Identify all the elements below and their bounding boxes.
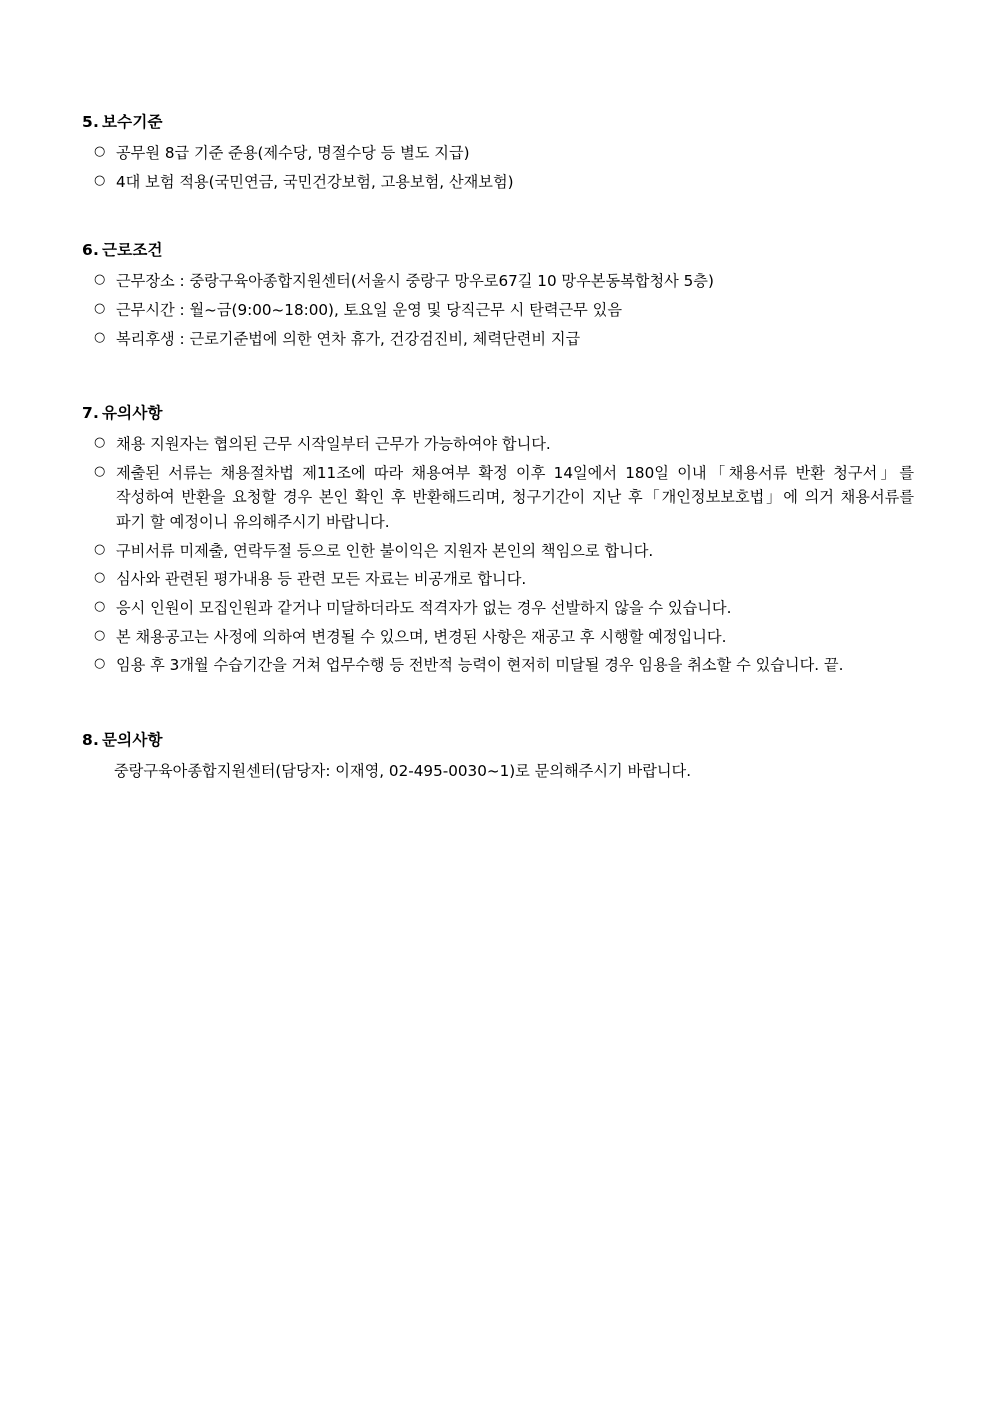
circle-bullet-icon: ○ — [94, 598, 106, 614]
list-item-text: 제출된 서류는 채용절차법 제11조에 따라 채용여부 확정 이후 14일에서 180일 이내「채용서류 반환 청구서」를 작성하여 반환을 요청할 경우 본인 확인 후 반환해드리며, 청구기간이 지난 후「개인정보보호법」에 의거 채용서류를 파기 할 예정이니 유의해주시기 바랍니다. — [116, 463, 914, 531]
section-title-text: 보수기준 — [102, 113, 163, 131]
list-item-text: 응시 인원이 모집인원과 같거나 미달하더라도 적격자가 없는 경우 선발하지 않을 수 있습니다. — [116, 598, 732, 617]
section-item-list — [78, 432, 914, 678]
circle-bullet-icon: ○ — [94, 463, 106, 479]
list-item — [78, 625, 914, 650]
section-title-text: 근로조건 — [102, 241, 163, 260]
section-number: 5. — [82, 113, 100, 131]
list-item-text: 복리후생 : 근로기준법에 의한 연차 휴가, 건강검진비, 체력단련비 지급 — [116, 329, 581, 348]
section-notices — [78, 401, 914, 678]
circle-bullet-icon: ○ — [94, 329, 106, 345]
list-item — [78, 269, 914, 294]
circle-bullet-icon: ○ — [94, 272, 106, 288]
section-title-text: 문의사항 — [102, 730, 163, 749]
section-heading — [78, 110, 914, 132]
section-title-text: 유의사항 — [102, 404, 163, 423]
list-item-text: 본 채용공고는 사정에 의하여 변경될 수 있으며, 변경된 사항은 재공고 후 시행할 예정입니다. — [116, 627, 727, 646]
circle-bullet-icon: ○ — [94, 435, 106, 451]
list-item — [78, 170, 914, 195]
spacer — [78, 198, 914, 238]
circle-bullet-icon: ○ — [94, 172, 106, 188]
section-item-list — [78, 269, 914, 351]
list-item — [78, 567, 914, 592]
section-number: 8. — [82, 730, 100, 749]
section-heading — [78, 238, 914, 260]
list-item — [78, 141, 914, 166]
list-item-text: 근무장소 : 중랑구육아종합지원센터(서울시 중랑구 망우로67길 10 망우본동복합청사 5층) — [116, 272, 714, 291]
list-item-text: 임용 후 3개월 수습기간을 거쳐 업무수행 등 전반적 능력이 현저히 미달될 경우 임용을 취소할 수 있습니다. 끝. — [116, 656, 844, 675]
section-heading — [78, 728, 914, 750]
list-item — [78, 432, 914, 457]
list-item-text: 4대 보험 적용(국민연금, 국민건강보험, 고용보험, 산재보험) — [116, 172, 514, 191]
section-number: 7. — [82, 404, 100, 423]
list-item-text: 채용 지원자는 협의된 근무 시작일부터 근무가 가능하여야 합니다. — [116, 435, 551, 454]
section-item-list — [78, 141, 914, 194]
list-item — [78, 539, 914, 564]
spacer — [78, 682, 914, 728]
circle-bullet-icon: ○ — [94, 300, 106, 316]
list-item — [78, 298, 914, 323]
circle-bullet-icon: ○ — [94, 144, 106, 159]
list-item — [78, 596, 914, 621]
section-working-conditions — [78, 238, 914, 351]
section-inquiries — [78, 728, 914, 784]
list-item-text: 근무시간 : 월~금(9:00~18:00), 토요일 운영 및 당직근무 시 탄력근무 있음 — [116, 300, 623, 319]
list-item — [78, 327, 914, 352]
list-item-text: 공무원 8급 기준 준용(제수당, 명절수당 등 별도 지급) — [116, 144, 470, 162]
spacer — [78, 355, 914, 401]
list-item — [78, 653, 914, 678]
section-compensation — [78, 110, 914, 194]
circle-bullet-icon: ○ — [94, 627, 106, 643]
list-item — [78, 461, 914, 535]
section-number: 6. — [82, 241, 100, 260]
circle-bullet-icon: ○ — [94, 570, 106, 586]
circle-bullet-icon: ○ — [94, 541, 106, 557]
list-item-text: 구비서류 미제출, 연락두절 등으로 인한 불이익은 지원자 본인의 책임으로 합니다. — [116, 541, 654, 560]
inquiry-paragraph: 중랑구육아종합지원센터(담당자: 이재영, 02-495-0030~1)로 문의해주시기 바랍니다. — [114, 761, 692, 780]
list-item-text: 심사와 관련된 평가내용 등 관련 모든 자료는 비공개로 합니다. — [116, 570, 527, 589]
section-heading — [78, 401, 914, 423]
circle-bullet-icon: ○ — [94, 656, 106, 672]
